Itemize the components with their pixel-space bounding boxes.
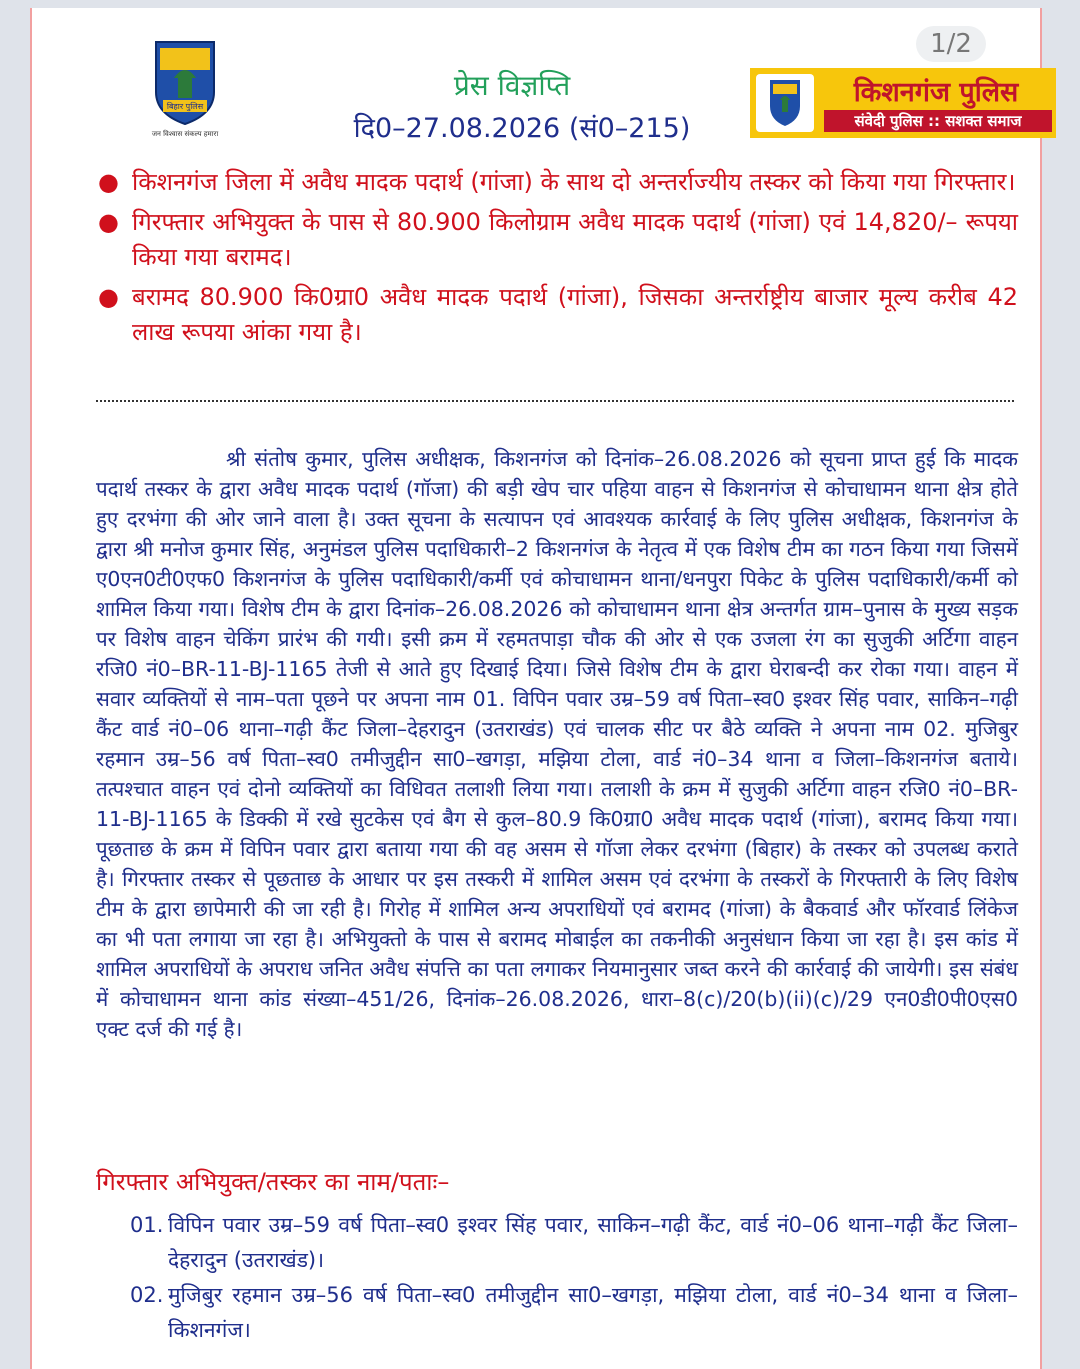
body-paragraph: श्री संतोष कुमार, पुलिस अधीक्षक, किशनगंज को दिनांक–26.08.2026 को सूचना प्राप्त हुई कि मादक पदार्थ तस्कर के द्वारा अवैध मादक पदार्थ (गॉजा) की बड़ी खेप चार पहिया वाहन से किशनगंज से कोचाधामन थाना क्षेत्र होते हुए दरभंगा की ओर जाने वाला है। उक्त सूचना के सत्यापन एवं आवश्यक कार्रवाई के लिए पुलिस अधीक्षक, किशनगंज के द्वारा श्री मनोज कुमार सिंह, अनुमंडल पुलिस पदाधिकारी–2 किशनगंज के नेतृत्व में एक विशेष टीम का गठन किया गया जिसमें ए0एन0टी0एफ0 किशनगंज के पुलिस पदाधिकारी/कर्मी एवं कोचाधामन थाना/धनपुरा पिकेट के पुलिस पदाधिकारी/कर्मी को शामिल किया गया। विशेष टीम के द्वारा दिनांक–26.08.2026 को कोचाधामन थाना क्षेत्र अन्तर्गत ग्राम–पुनास के मुख्य सड़क पर विशेष वाहन चेकिंग प्रारंभ की गयी। इसी क्रम में रहमतपाड़ा चौक की ओर से एक उजला रंग का सुजुकी अर्टिगा वाहन रजि0 नं0–BR-11-BJ-1165 तेजी से आते हुए दिखाई दिया। जिसे विशेष टीम के द्वारा घेराबन्दी कर रोका गया। वाहन में सवार व्यक्तियों से नाम–पता पूछने पर अपना नाम 01. विपिन पवार उम्र–59 वर्ष पिता–स्व0 इश्वर सिंह पवार, साकिन–गढ़ी कैंट वार्ड नं0–06 थाना–गढ़ी कैंट जिला–देहरादुन (उतराखंड) एवं चालक सीट पर बैठे व्यक्ति ने अपना नाम 02. मुजिबुर रहमान उम्र–56 वर्ष पिता–स्व0 तमीजुद्दीन सा0–खगड़ा, मझिया टोला, वार्ड नं0–34 थाना व जिला–किशनगंज बताये। तत्पश्चात वाहन एवं दोनो व्यक्तियों का विधिवत तलाशी लिया गया। तलाशी के क्रम में सुजुकी अर्टिगा वाहन रजि0 नं0–BR-11-BJ-1165 के डिक्की में रखे सुटकेस एवं बैग से कुल–80.9 कि0ग्रा0 अवैध मादक पदार्थ (गांजा), बरामद किया गया। पूछताछ के क्रम में विपिन पवार द्वारा बताया गया की वह असम से गॉजा लेकर दरभंगा (बिहार) के तस्कर को उपलब्ध कराते है। गिरफ्तार तस्कर से पूछताछ के आधार पर इस तस्करी में शामिल असम एवं दरभंगा के तस्करों के गिरफ्तारी के लिए विशेष टीम के द्वारा छापेमारी की जा रही है। गिरोह में शामिल अन्य अपराधियों एवं बरामद (गांजा) के बैकवार्ड और फॉरवार्ड लिंकेज का भी पता लगाया जा रहा है। अभियुक्तो के पास से बरामद मोबाईल का तकनीकी अनुसंधान किया जा रहा है। इस कांड में शामिल अपराधियों के अपराध जनित अवैध संपत्ति का पता लगाकर नियमानुसार जब्त करने की कार्रवाई की जायेगी। इस संबंध में कोचाधामन थाना कांड संख्या–451/26, दिनांक–26.08.2026, धारा–8(c)/20(b)(ii)(c)/29 एन0डी0पी0एस0 एक्ट दर्ज की गई है। [96,447,1018,1041]
brand-tagline: संवेदी पुलिस :: सशक्त समाज [824,110,1052,132]
highlight-item: ● किशनगंज जिला में अवैध मादक पदार्थ (गांजा) के साथ दो अन्तर्राज्यीय तस्कर को किया गया गिरफ्तार। [96,165,1018,200]
kishanganj-police-banner [750,68,1056,138]
accused-number: 02. [130,1283,164,1307]
accused-item [130,1278,1018,1348]
bullet-icon: ● [98,168,119,196]
bihar-police-logo [126,38,244,142]
highlight-item: ● गिरफ्तार अभियुक्त के पास से 80.900 किलोग्राम अवैध मादक पदार्थ (गांजा) एवं 14,820/– रूपया किया गया बरामद। [96,205,1018,275]
press-release-date: दि0–27.08.2026 (सं0–215) [353,113,691,144]
accused-number: 01. [130,1213,164,1237]
logo-caption: बिहार पुलिस [166,102,204,111]
brand-name: किशनगंज पुलिस [853,77,1019,108]
highlights-list [96,165,1018,355]
page-indicator: 1/2 [916,26,986,62]
accused-details: विपिन पवार उम्र–59 वर्ष पिता–स्व0 इश्वर सिंह पवार, साकिन–गढ़ी कैंट, वार्ड नं0–06 थाना–गढ़ी कैंट जिला–देहरादुन (उतराखंड)। [168,1213,1018,1272]
accused-details: मुजिबुर रहमान उम्र–56 वर्ष पिता–स्व0 तमीजुद्दीन सा0–खगड़ा, मझिया टोला, वार्ड नं0–34 थाना व जिला–किशनगंज। [168,1283,1018,1342]
accused-heading: गिरफ्तार अभियुक्त/तस्कर का नाम/पताः– [96,1168,450,1196]
press-release-title: प्रेस विज्ञप्ति [453,69,571,102]
bullet-icon: ● [98,208,119,236]
bullet-icon: ● [98,283,119,311]
dotted-divider [96,400,1014,402]
highlight-item: ● बरामद 80.900 कि0ग्रा0 अवैध मादक पदार्थ (गांजा), जिसका अन्तर्राष्ट्रीय बाजार मूल्य करीब 42 लाख रूपया आंका गया है। [96,280,1018,350]
accused-item [130,1208,1018,1278]
police-badge-icon [756,74,814,132]
logo-motto: जन विश्वास संकल्प हमारा [151,130,219,138]
accused-list [130,1208,1018,1348]
